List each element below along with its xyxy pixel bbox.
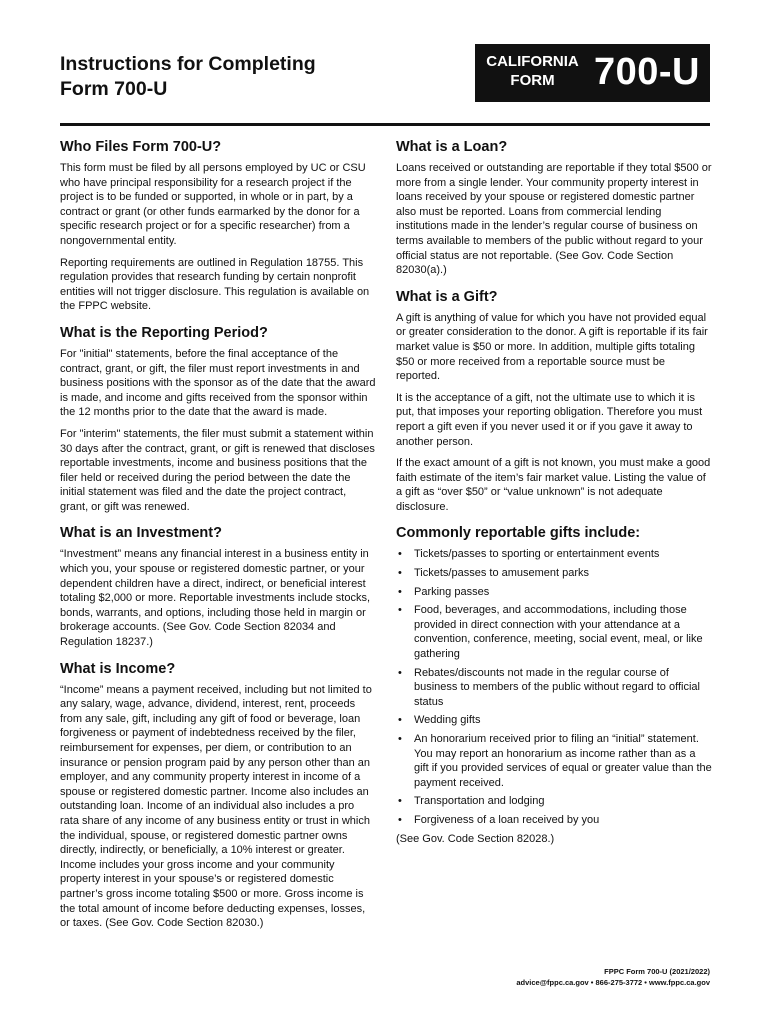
heading-income: What is Income? xyxy=(60,660,176,677)
list-item: • Rebates/discounts not made in the regular course of business to members of the public without regard to official status xyxy=(396,666,712,710)
section-income xyxy=(60,660,376,931)
section-gift xyxy=(396,288,712,515)
title-line-1: Instructions for Completing xyxy=(60,53,316,75)
list-item: • An honorarium received prior to filing an “initial” statement. You may report an honorarium as income rather than as a gift if you provided services of equal or greater value than the payment received. xyxy=(396,732,712,790)
paragraph: “Investment” means any financial interest in a business entity in which you, your spouse or registered domestic partner, or your dependent children have a direct, indirect, or beneficial interest totaling $2,000 or more. Reportable investments include stocks, bonds, warrants, and options, including those held in margin or brokerage accounts. (See Gov. Code Section 82034 and Regulation 18237.) xyxy=(60,548,370,649)
form-label-state xyxy=(475,52,590,90)
footer-form-id: FPPC Form 700-U (2021/2022) xyxy=(604,967,710,976)
paragraph: Loans received or outstanding are reportable if they total $500 or more from a single lender. Your community property interest in loans received by your spouse or registered domestic partner also must be reported. Loans from commercial lending institutions made in the lender’s regular course of business on terms available to members of the public without regard to your official status are not reportable. (See Gov. Code Section 82030(a).) xyxy=(396,162,712,277)
paragraph: For "interim" statements, the filer must submit a statement within 30 days after the contract, grant, or gift is renewed that discloses reportable investments, income and business positions that the filer held or received during the period between the date the initial statement was filed and the date the project contract, grant, or gift was renewed. xyxy=(60,427,375,513)
document-title xyxy=(60,52,316,102)
heading-loan: What is a Loan? xyxy=(396,139,508,155)
page-footer xyxy=(516,966,710,988)
paragraph: Reporting requirements are outlined in Regulation 18755. This regulation provides that research funding by certain nonprofit entities will not trigger disclosure. This regulation is available on the FPPC website. xyxy=(60,256,370,313)
form-number: 700-U xyxy=(594,51,700,93)
heading-common-gifts: Commonly reportable gifts include: xyxy=(396,525,641,542)
form-label-box xyxy=(475,44,710,102)
header-divider xyxy=(60,123,710,126)
title-line-2: Form 700-U xyxy=(60,78,168,100)
code-reference: (See Gov. Code Section 82028.) xyxy=(396,832,555,845)
paragraph: This form must be filed by all persons employed by UC or CSU who have principal responsibility for a research project if the project is to be funded or supported, in whole or in part, by a contract or grant (or other funds earmarked by the donor for a specific research project or for a specific researcher) from a nongovernmental entity. xyxy=(60,162,366,247)
list-item: • Tickets/passes to amusement parks xyxy=(396,566,712,581)
list-item: • Forgiveness of a loan received by you xyxy=(396,813,712,828)
paragraph: If the exact amount of a gift is not known, you must make a good faith estimate of the item’s fair market value. Listing the value of a gift as “over $50” or “value unknown” is not adequate disclosure. xyxy=(396,457,711,513)
list-item: • Parking passes xyxy=(396,585,712,600)
form-label-line-2: FORM xyxy=(510,72,555,89)
right-column xyxy=(396,138,712,856)
list-item: • Food, beverages, and accommodations, including those provided in direct connection with your attendance at a convention, conference, meeting, social event, meal, or like gathering xyxy=(396,603,712,661)
paragraph: It is the acceptance of a gift, not the ultimate use to which it is put, that imposes your reporting obligation. Therefore you must report a gift even if you never used it or if you gave it away to another person. xyxy=(396,391,703,448)
left-column xyxy=(60,138,376,941)
list-item: • Transportation and lodging xyxy=(396,794,712,809)
section-loan xyxy=(396,138,712,278)
footer-contact: advice@fppc.ca.gov • 866-275-3772 • www.fppc.ca.gov xyxy=(516,978,710,987)
list-item: • Wedding gifts xyxy=(396,713,712,728)
heading-investment: What is an Investment? xyxy=(60,525,222,542)
list-item: • Tickets/passes to sporting or entertainment events xyxy=(396,547,712,562)
section-investment xyxy=(60,524,376,649)
heading-reporting-period: What is the Reporting Period? xyxy=(60,324,268,341)
form-label-line-1: CALIFORNIA xyxy=(486,53,579,70)
section-who-files xyxy=(60,138,376,314)
section-reporting-period xyxy=(60,324,376,515)
paragraph: For "initial" statements, before the final acceptance of the contract, grant, or gift, the filer must report investments in and business positions with the sponsor as of the date that the award is made, and income and gifts received from the sponsor within the 12 months prior to the date that the award is made. xyxy=(60,347,376,419)
heading-who-files: Who Files Form 700-U? xyxy=(60,139,222,155)
heading-gift: What is a Gift? xyxy=(396,288,498,305)
paragraph: A gift is anything of value for which you have not provided equal or greater consideration to the donor. A gift is reportable if its fair market value is $50 or more. In addition, multiple gifts totaling $50 or more received from a reportable source must be reported. xyxy=(396,311,708,383)
paragraph: “Income” means a payment received, including but not limited to any salary, wage, advance, dividend, interest, rent, proceeds from any sale, gift, including any gift of food or beverage, loan forgiveness or payment of indebtedness received by the filer, reimbursement for expenses, per diem, or contribution to an insurance or pension program paid by any person other than an employer, and any community property interest in income of a spouse or registered domestic partner. Income also includes an outstanding loan. Income of an individual also includes a pro rata share of any income of any business entity or trust in which the individual, spouse, or registered domestic partner owns directly, indirectly, or beneficially, a 10% interest or greater. Income includes your gross income and your community property interest in your spouse’s or registered domestic partner’s gross income totaling $500 or more. Gross income is the total amount of income before deducting expenses, losses, or taxes. (See Gov. Code Section 82030.) xyxy=(60,683,372,930)
gift-list xyxy=(396,547,712,827)
section-common-gifts xyxy=(396,524,712,846)
